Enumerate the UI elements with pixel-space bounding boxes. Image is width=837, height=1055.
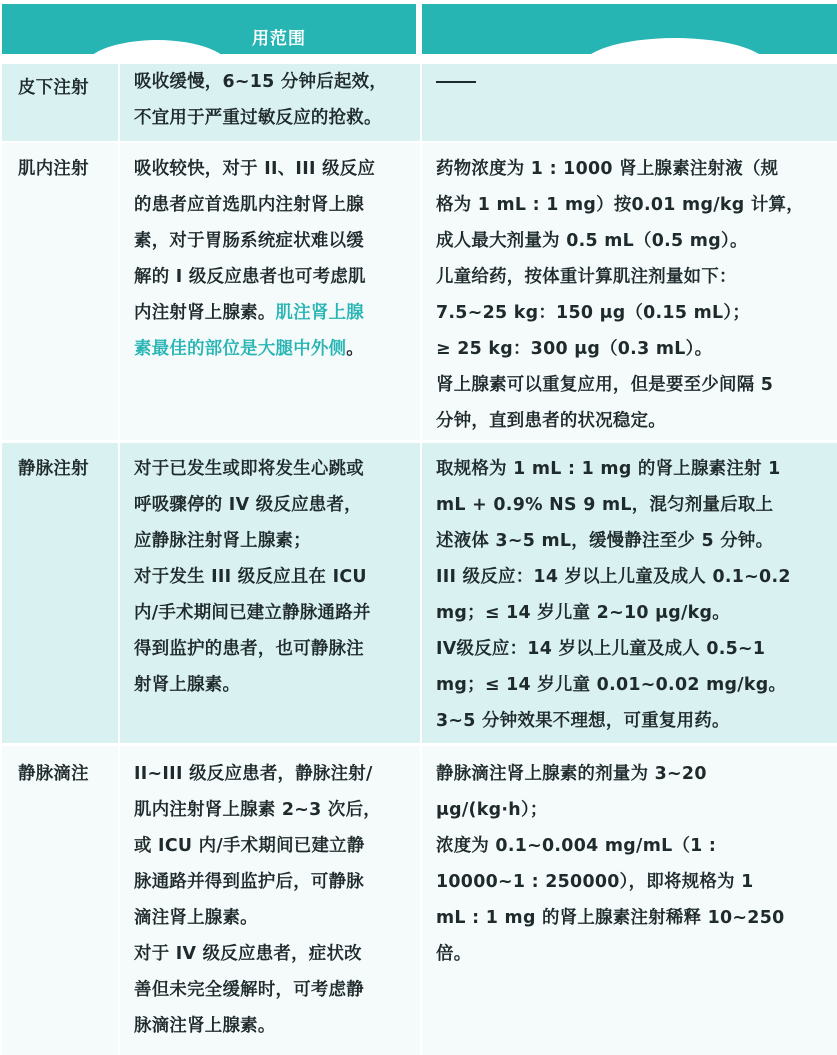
dosage-line: 3~5 分钟效果不理想，可重复用药。 — [436, 711, 730, 731]
description-line — [134, 295, 434, 331]
dosage-line: 取规格为 1 mL : 1 mg 的肾上腺素注射 1 — [436, 459, 781, 479]
dosage-line: III 级反应：14 岁以上儿童及成人 0.1~0.2 — [436, 567, 791, 587]
description-text: 内注射肾上腺素。 — [134, 303, 276, 323]
description-line: 吸收较快，对于 II、III 级反应 — [134, 159, 376, 179]
dosage-info — [422, 451, 837, 743]
description-line: 脉通路并得到监护后，可静脉 — [134, 872, 364, 892]
dosage-line: 格为 1 mL : 1 mg）按0.01 mg/kg 计算， — [436, 195, 804, 215]
dosage-line: 儿童给药，按体重计算肌注剂量如下： — [436, 267, 737, 287]
description-line: 吸收缓慢，6~15 分钟后起效， — [134, 72, 388, 92]
description-line: 射肾上腺素。 — [134, 675, 241, 695]
dosage-line: mL + 0.9% NS 9 mL，混匀剂量后取上 — [436, 495, 774, 515]
dosage-line: IV级反应：14 岁以上儿童及成人 0.5~1 — [436, 639, 766, 659]
dosage-line: 成人最大剂量为 0.5 mL（0.5 mg）。 — [436, 231, 748, 251]
description-line: 对于已发生或即将发生心跳或 — [134, 459, 364, 479]
header-title: 用范围 — [252, 29, 306, 49]
dosage-line: 肾上腺素可以重复应用，但是要至少间隔 5 — [436, 375, 774, 395]
dosage-line: 浓度为 0.1~0.004 mg/mL（1 : — [436, 836, 717, 856]
table-row — [2, 443, 837, 743]
dosage-line: 静脉滴注肾上腺素的剂量为 3~20 — [436, 764, 707, 784]
table-row — [2, 746, 837, 1055]
description-line: 善但未完全缓解时，可考虑静 — [134, 980, 364, 1000]
dosage-line: 述液体 3~5 mL，缓慢静注至少 5 分钟。 — [436, 531, 774, 551]
dosage-line: 7.5~25 kg：150 μg（0.15 mL）； — [436, 303, 751, 323]
dosage-info — [422, 151, 837, 440]
dosage-line: ≥ 25 kg：300 μg（0.3 mL）。 — [436, 339, 713, 359]
dosage-line: 倍。 — [436, 944, 472, 964]
dosage-line: 10000~1 : 250000），即将规格为 1 — [436, 872, 754, 892]
dosage-line: μg/(kg·h）； — [436, 800, 548, 820]
route-description — [120, 756, 434, 1055]
table-row — [2, 143, 837, 440]
route-description — [120, 64, 434, 141]
header-cell-left — [2, 4, 416, 54]
dosage-line: mg；≤ 14 岁儿童 2~10 μg/kg。 — [436, 603, 730, 623]
route-description — [120, 151, 434, 440]
dosage-info — [422, 64, 837, 141]
description-line: 的患者应首选肌内注射肾上腺 — [134, 195, 364, 215]
highlight-text: 肌注肾上腺 — [275, 303, 364, 323]
highlight-text: 素最佳的部位是大腿中外侧 — [134, 339, 347, 359]
table-row — [2, 64, 837, 141]
description-line: 得到监护的患者，也可静脉注 — [134, 639, 364, 659]
route-name: 静脉注射 — [18, 459, 89, 479]
dosage-info — [422, 756, 837, 1055]
route-name: 静脉滴注 — [18, 764, 89, 784]
dosage-line: mL : 1 mg 的肾上腺素注射稀释 10~250 — [436, 908, 785, 928]
description-line: 脉滴注肾上腺素。 — [134, 1016, 276, 1036]
description-line: 内/手术期间已建立静脉通路并 — [134, 603, 371, 623]
description-line: 滴注肾上腺素。 — [134, 908, 258, 928]
description-line: 素，对于胃肠系统症状难以缓 — [134, 231, 364, 251]
route-name: 肌内注射 — [18, 159, 89, 179]
dosage-line: 药物浓度为 1 : 1000 肾上腺素注射液（规 — [436, 159, 779, 179]
description-line: 呼吸骤停的 IV 级反应患者， — [134, 495, 362, 515]
description-line: 不宜用于严重过敏反应的抢救。 — [134, 108, 382, 128]
description-line: II~III 级反应患者，静脉注射/ — [134, 764, 373, 784]
description-line: 肌内注射肾上腺素 2~3 次后， — [134, 800, 381, 820]
description-line: 对于发生 III 级反应且在 ICU — [134, 567, 367, 587]
description-line: 对于 IV 级反应患者，症状改 — [134, 944, 362, 964]
description-line: 应静脉注射肾上腺素； — [134, 531, 311, 551]
route-description — [120, 451, 434, 743]
description-line: 解的 I 级反应患者也可考虑肌 — [134, 267, 366, 287]
route-name: 皮下注射 — [18, 78, 89, 98]
dosage-line: mg；≤ 14 岁儿童 0.01~0.02 mg/kg。 — [436, 675, 787, 695]
dosage-line: 分钟，直到患者的状况稳定。 — [436, 411, 666, 431]
table-header — [0, 0, 837, 64]
description-line — [134, 331, 434, 367]
description-text: 。 — [346, 339, 364, 359]
empty-dash — [436, 81, 476, 83]
description-line: 或 ICU 内/手术期间已建立静 — [134, 836, 365, 856]
